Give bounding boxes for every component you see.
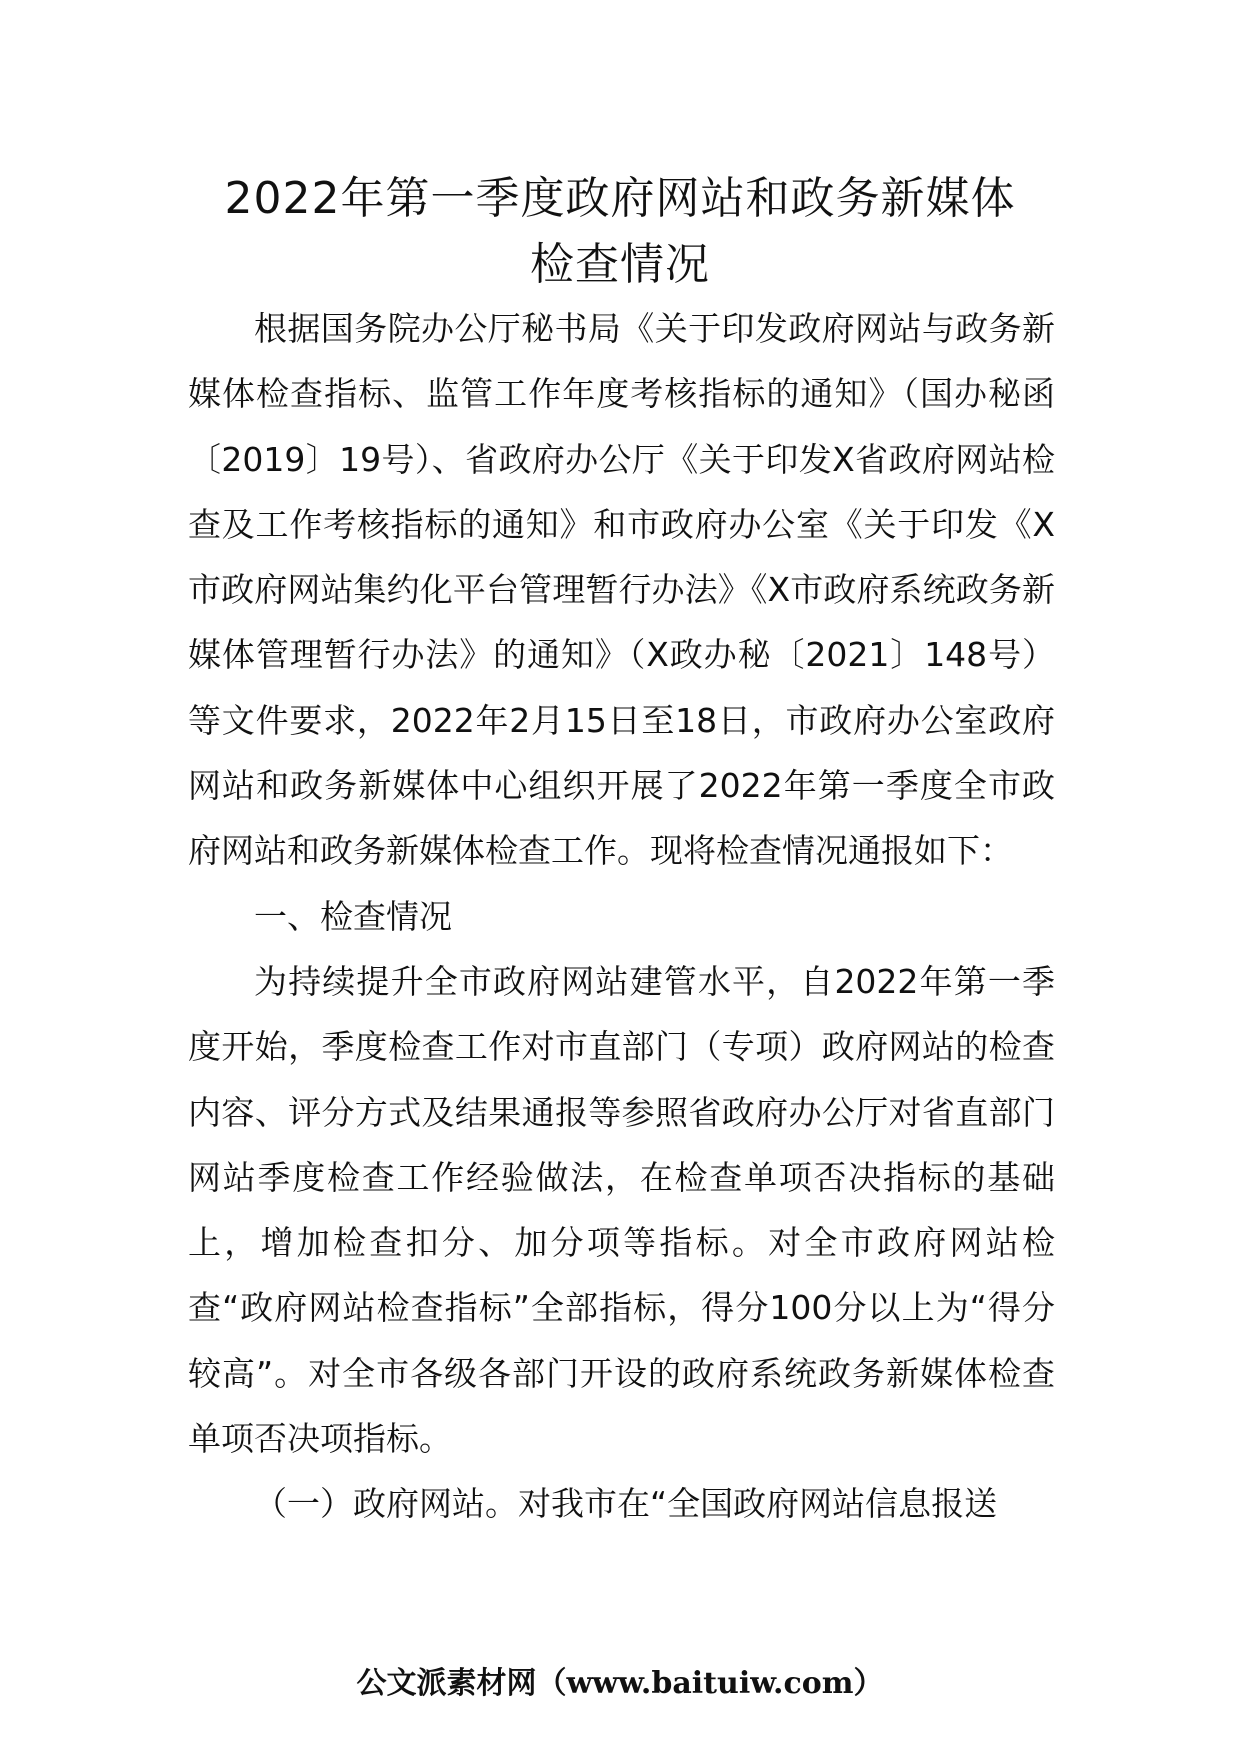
paragraph-government-websites: （一）政府网站。对我市在“全国政府网站信息报送 xyxy=(254,1484,998,1524)
document-title-line1: 2022年第一季度政府网站和政务新媒体 xyxy=(224,173,1016,224)
section-heading: 一、检查情况 xyxy=(254,896,452,936)
document-body xyxy=(188,296,1055,1537)
paragraph-intro: 根据国务院办公厅秘书局《关于印发政府网站与政务新媒体检查指标、监管工作年度考核指标的通知》（国办秘函〔2019〕19号）、省政府办公厅《关于印发X省政府网站检查及工作考核指标的通知》和市政府办公室《关于印发《X市政府网站集约化平台管理暂行办法》《X市政府系统政务新媒体管理暂行办法》的通知》（X政办秘〔2021〕148号）等文件要求，2022年2月15日至18日，市政府办公室政府网站和政务新媒体中心组织开展了2022年第一季度全市政府网站和政务新媒体检查工作。现将检查情况通报如下： xyxy=(188,309,1055,871)
paragraph-inspection: 为持续提升全市政府网站建管水平，自2022年第一季度开始，季度检查工作对市直部门（专项）政府网站的检查内容、评分方式及结果通报等参照省政府办公厅对省直部门网站季度检查工作经验做法，在检查单项否决指标的基础上，增加检查扣分、加分项等指标。对全市政府网站检查“政府网站检查指标”全部指标，得分100分以上为“得分较高”。对全市各级各部门开设的政府系统政务新媒体检查单项否决项指标。 xyxy=(188,961,1055,1459)
document-title-line2: 检查情况 xyxy=(530,239,710,290)
footer-watermark: 公文派素材网（www.baituiw.com） xyxy=(356,1666,884,1701)
